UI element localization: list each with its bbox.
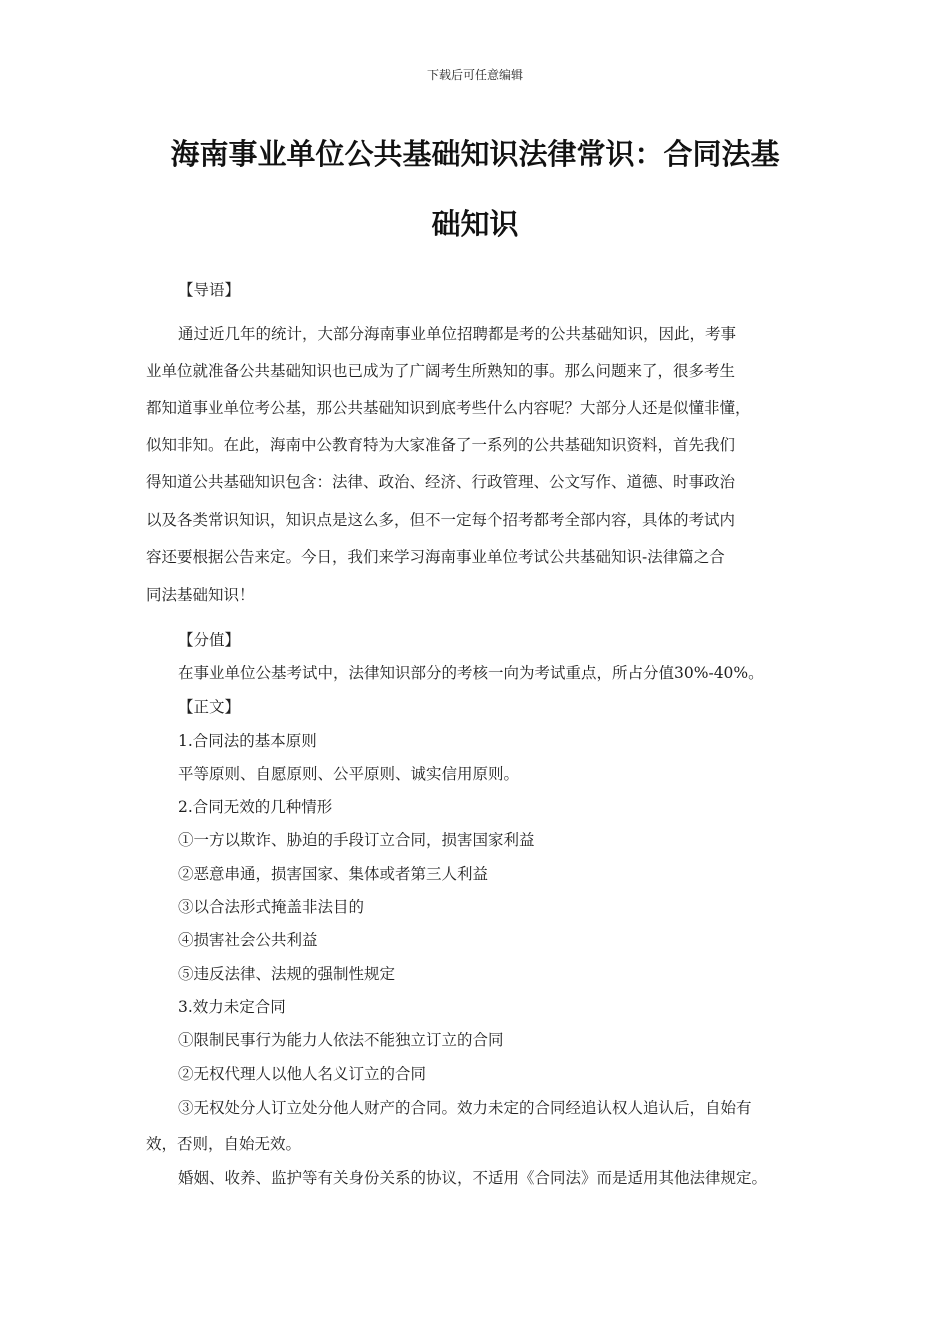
closing-line: 婚姻、收养、监护等有关身份关系的协议，不适用《合同法》而是适用其他法律规定。 [178,1169,768,1187]
body-line: 2.合同无效的几种情形 [178,798,333,816]
intro-line: 似知非知。在此，海南中公教育特为大家准备了一系列的公共基础知识资料，首先我们 [146,436,736,454]
body-line: ①限制民事行为能力人依法不能独立订立的合同 [178,1031,504,1049]
body-line: ②恶意串通，损害国家、集体或者第三人利益 [178,865,489,883]
page-title-line-1: 海南事业单位公共基础知识法律常识：合同法基 [170,137,780,171]
intro-line: 得知道公共基础知识包含：法律、政治、经济、行政管理、公文写作、道德、时事政治 [146,473,736,491]
score-heading: 【分值】 [178,631,241,649]
header-note: 下载后可任意编辑 [426,68,523,82]
body-wrap-line: 效，否则，自始无效。 [146,1135,302,1153]
intro-line: 同法基础知识！ [146,586,255,604]
body-line: ①一方以欺诈、胁迫的手段订立合同，损害国家利益 [178,831,535,849]
body-line: ②无权代理人以他人名义订立的合同 [178,1065,427,1083]
intro-heading: 【导语】 [178,281,241,299]
body-line: 1.合同法的基本原则 [178,732,317,750]
body-line: ③以合法形式掩盖非法目的 [178,898,365,916]
body-line: 3.效力未定合同 [178,998,286,1016]
intro-line: 容还要根据公告来定。今日，我们来学习海南事业单位考试公共基础知识-法律篇之合 [146,548,725,566]
body-line: ④损害社会公共利益 [178,931,318,949]
body-line: ③无权处分人订立处分他人财产的合同。效力未定的合同经追认权人追认后，自始有 [178,1099,752,1117]
intro-line: 都知道事业单位考公基，那公共基础知识到底考些什么内容呢？大部分人还是似懂非懂， [146,399,751,417]
intro-line: 以及各类常识知识，知识点是这么多，但不一定每个招考都考全部内容，具体的考试内 [146,511,736,529]
page-title-line-2: 础知识 [431,207,519,241]
body-heading: 【正文】 [178,698,241,716]
body-line: ⑤违反法律、法规的强制性规定 [178,965,396,983]
intro-line: 业单位就准备公共基础知识也已成为了广阔考生所熟知的事。那么问题来了，很多考生 [146,362,736,380]
intro-line: 通过近几年的统计，大部分海南事业单位招聘都是考的公共基础知识，因此，考事 [178,325,737,343]
score-text: 在事业单位公基考试中，法律知识部分的考核一向为考试重点，所占分值30%-40%。 [178,664,764,682]
body-line: 平等原则、自愿原则、公平原则、诚实信用原则。 [178,765,520,783]
